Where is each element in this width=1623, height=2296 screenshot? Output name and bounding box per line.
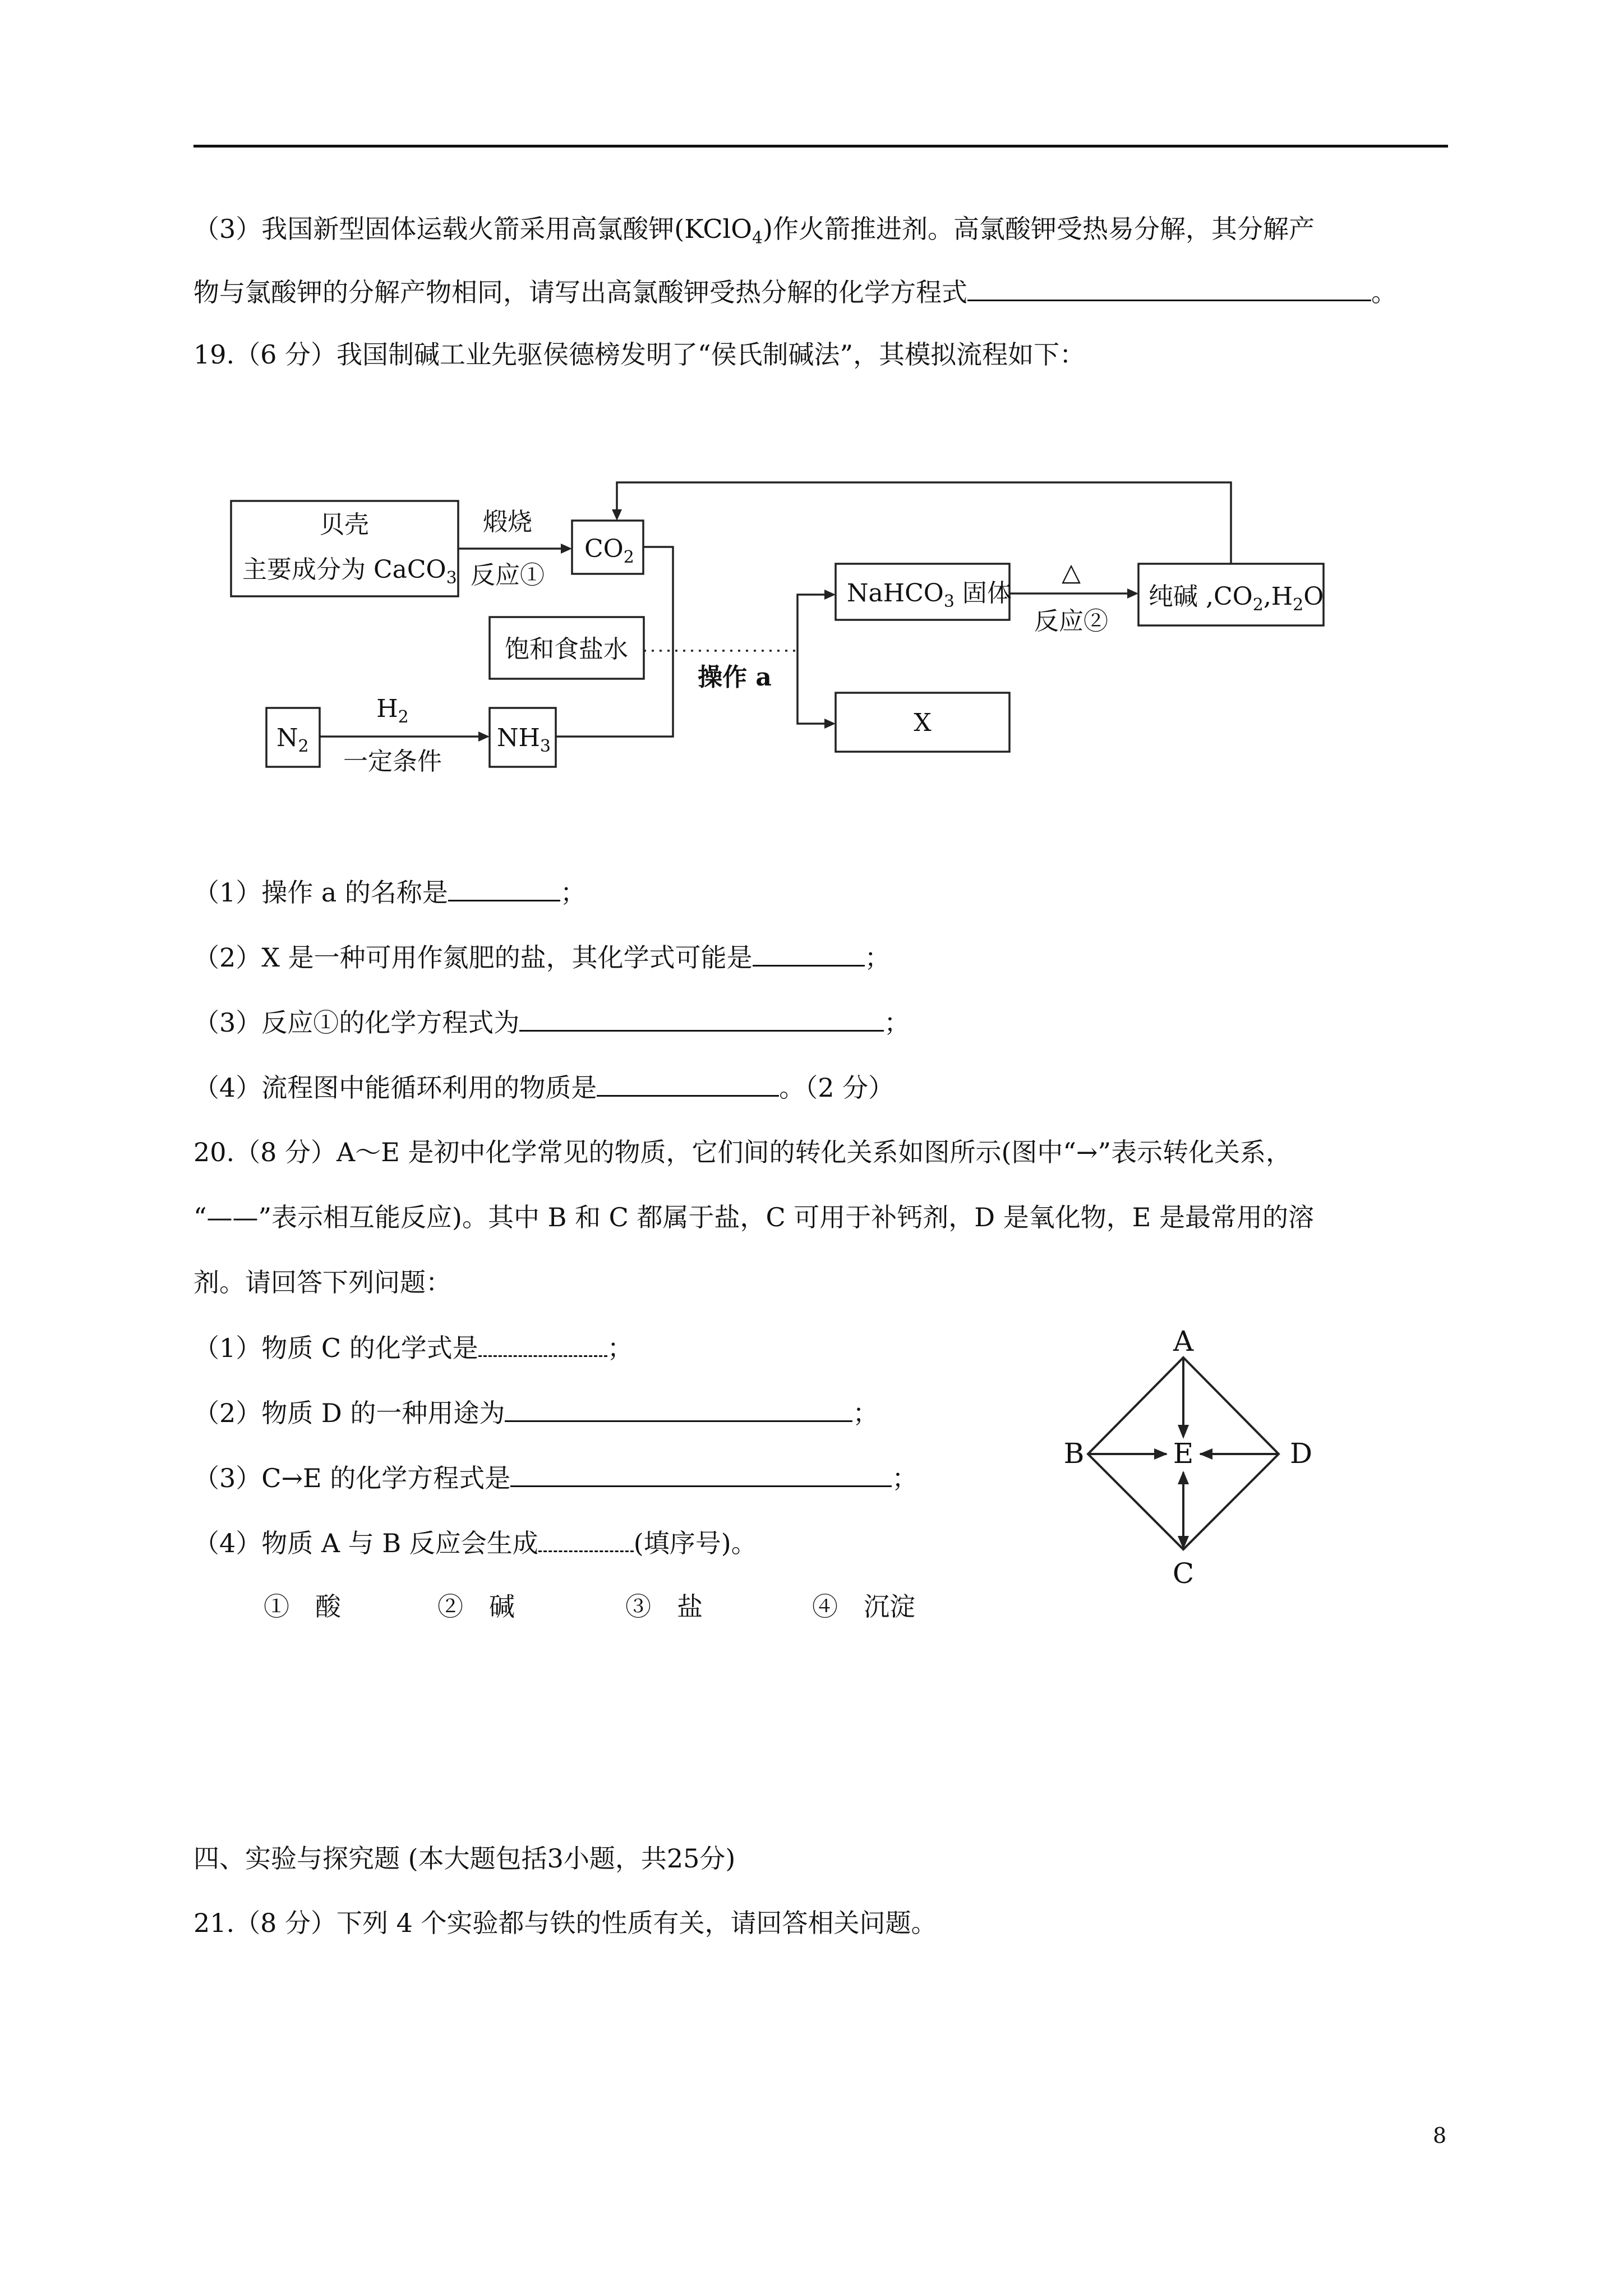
q19-sub2: （2）X 是一种可用作氮肥的盐，其化学式可能是 ； (193, 940, 891, 974)
x-label: X (914, 708, 932, 737)
q19-sub3: （3）反应①的化学方程式为 ； (193, 1005, 910, 1039)
q20-option-3: ③ 盐 (625, 1591, 703, 1622)
nahco3-label: NaHCO$_3$ 固体 (847, 579, 1012, 611)
q20-sub2: （2）物质 D 的一种用途为 ； (193, 1396, 878, 1430)
delta-label: △ (1062, 558, 1081, 587)
reaction2-label: 反应② (1034, 607, 1108, 636)
q19-stem: 19.（6 分）我国制碱工业先驱侯德榜发明了“侯氏制碱法”，其模拟流程如下： (193, 339, 1086, 370)
brine-label: 饱和食盐水 (505, 635, 628, 664)
section-4-heading: 四、实验与探究题 (本大题包括3小题，共25分) (193, 1843, 736, 1874)
products-label: 纯碱 $,CO_2,H_2O$ (1149, 582, 1324, 615)
q20-sub1: （1）物质 C 的化学式是 ； (193, 1331, 633, 1365)
node-d: D (1289, 1437, 1313, 1470)
shell-label: 贝壳 (320, 510, 369, 539)
h2-label: $H_2$ (376, 694, 409, 727)
q20-stem1: 20.（8 分）A～E 是初中化学常见的物质，它们间的转化关系如图所示(图中“→”表示转化关系， (193, 1137, 1292, 1167)
q20-stem3: 剂。请回答下列问题： (193, 1267, 451, 1297)
reaction1-label: 反应① (471, 561, 545, 590)
q19-sub1: （1）操作 a 的名称是 ； (193, 875, 586, 909)
q20-sub4: （4）物质 A 与 B 反应会生成 (填序号)。 (193, 1526, 757, 1560)
q20-option-4: ④ 沉淀 (812, 1591, 915, 1622)
node-b: B (1063, 1437, 1085, 1470)
operation-a-label: 操作 a (698, 663, 772, 692)
q20-option-1: ① 酸 (264, 1591, 341, 1622)
q18-3-line2: 物与氯酸钾的分解产物相同，请写出高氯酸钾受热分解的化学方程式 。 (193, 275, 1397, 309)
q20-option-2: ② 碱 (437, 1591, 515, 1622)
q21-stem: 21.（8 分）下列 4 个实验都与铁的性质有关，请回答相关问题。 (193, 1908, 937, 1938)
co2-label: $CO_2$ (584, 535, 634, 567)
q19-sub4: （4）流程图中能循环利用的物质是 。（2 分） (193, 1070, 894, 1105)
q20-stem2: “——”表示相互能反应)。其中 B 和 C 都属于盐，C 可用于补钙剂，D 是氧化物，E 是最常用的溶 (193, 1202, 1314, 1232)
shell-composition-label: 主要成分为 CaCO$_3$ (242, 555, 457, 588)
nh3-label: $NH_3$ (497, 724, 551, 756)
page-number: 8 (1433, 2123, 1447, 2148)
node-e: E (1173, 1437, 1194, 1470)
q18-3-line1: （3）我国新型固体运载火箭采用高氯酸钾(KClO$_4$)作火箭推进剂。高氯酸钾受热易分解，其分解产 (193, 214, 1315, 249)
node-a: A (1173, 1325, 1194, 1358)
q20-sub3: （3）C→E 的化学方程式是 ； (193, 1461, 917, 1495)
condition-label: 一定条件 (343, 747, 442, 776)
n2-label: $N_2$ (276, 724, 309, 756)
node-c: C (1172, 1557, 1195, 1590)
calcine-label: 煅烧 (483, 508, 532, 536)
